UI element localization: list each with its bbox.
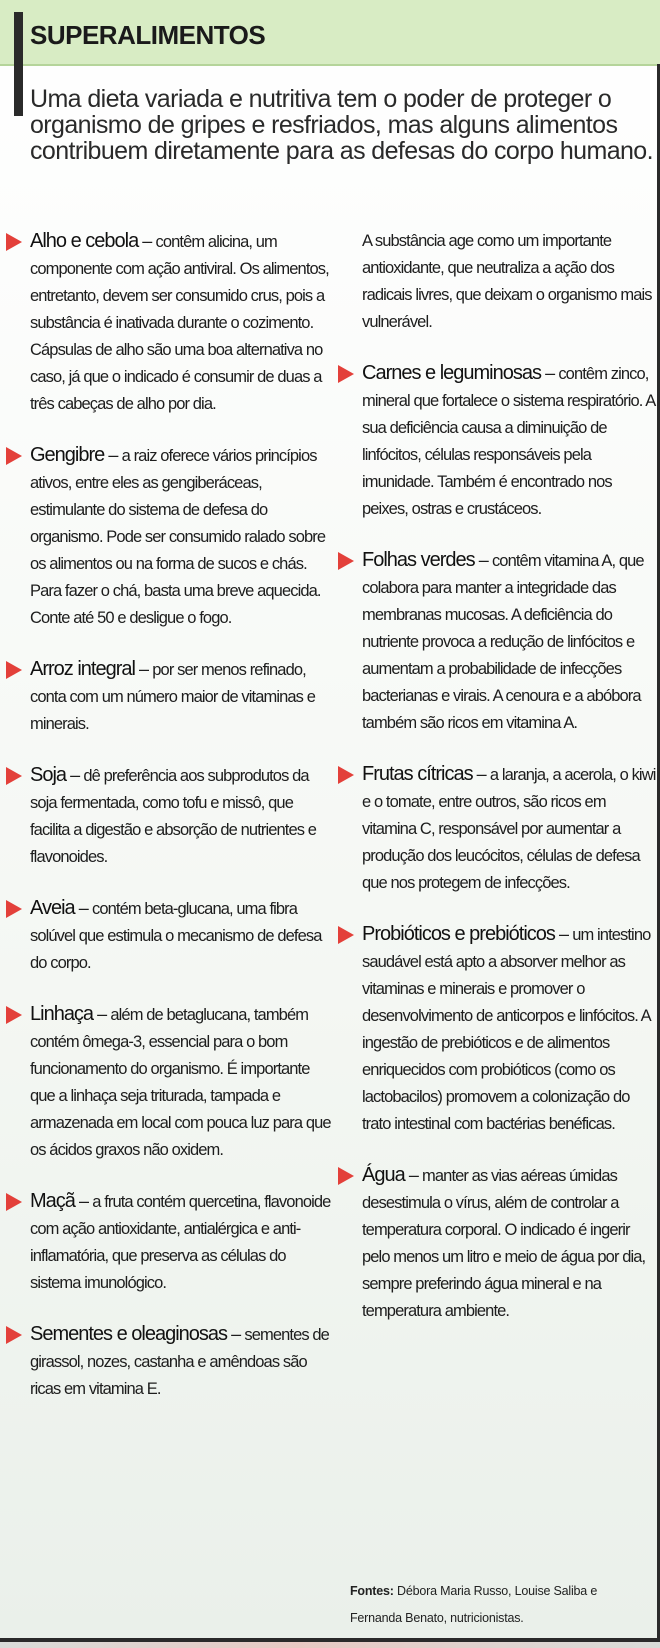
item-name: Gengibre bbox=[30, 444, 105, 466]
triangle-bullet-icon bbox=[6, 1326, 22, 1344]
triangle-bullet-icon bbox=[6, 900, 22, 918]
sources-note bbox=[350, 1578, 650, 1632]
item-text: manter as vias aéreas úmidas desestimula o vírus, além de controlar a temperatura corporal. O indicado é ingerir pelo menos um litro e meio de água por dia, sempre preferindo água mineral e na temperatura ambiente. bbox=[362, 1167, 646, 1320]
intro-paragraph: Uma dieta variada e nutritiva tem o poder de proteger o organismo de gripes e resfriados, mas alguns alimentos contribuem diretamente para as defesas do corpo humano. bbox=[30, 85, 653, 165]
list-item: Água – manter as vias aéreas úmidas desestimula o vírus, além de controlar a temperatura corporal. O indicado é ingerir pelo menos um litro e meio de água por dia, sempre preferindo água mineral e na temperatura ambiente. bbox=[338, 1162, 660, 1325]
left-column bbox=[6, 228, 336, 1427]
triangle-bullet-icon bbox=[6, 1193, 22, 1211]
item-text: um intestino saudável está apto a absorver melhor as vitaminas e minerais e promover o desenvolvimento de anticorpos e linfócitos. A ingestão de prebióticos e de alimentos enriquecidos com probióticos (como os lactobacilos) promovem a colonização do trato intestinal com bactérias benéficas. bbox=[362, 926, 651, 1133]
triangle-bullet-icon bbox=[338, 552, 354, 570]
item-name: Arroz integral bbox=[30, 658, 135, 680]
list-item: Sementes e oleaginosas – sementes de girassol, nozes, castanha e amêndoas são ricas em vitamina E. bbox=[6, 1321, 336, 1403]
triangle-bullet-icon bbox=[6, 661, 22, 679]
item-text: contêm alicina, um componente com ação antiviral. Os alimentos, entretanto, devem ser consumido crus, pois a substância é inativada durante o cozimento. Cápsulas de alho são uma boa alternativa no caso, já que o indicado é consumir de duas a três cabeças de alho por dia. bbox=[30, 233, 329, 413]
triangle-bullet-icon bbox=[6, 447, 22, 465]
header-accent-bar bbox=[14, 12, 23, 116]
sources-text: Débora Maria Russo, Louise Saliba e Fernanda Benato, nutricionistas. bbox=[350, 1584, 598, 1625]
list-item: Frutas cítricas – a laranja, a acerola, o kiwi e o tomate, entre outros, são ricos em vitamina C, responsável por aumentar a produção dos leucócitos, células de defesa que nos protegem de infecções. bbox=[338, 761, 660, 897]
item-text: dê preferência aos subprodutos da soja fermentada, como tofu e missô, que facilita a digestão e absorção de nutrientes e flavonoides. bbox=[30, 767, 317, 866]
item-name: Aveia bbox=[30, 897, 75, 919]
triangle-bullet-icon bbox=[338, 926, 354, 944]
bottom-image-strip bbox=[0, 1642, 660, 1648]
list-item: Linhaça – além de betaglucana, também contém ômega-3, essencial para o bom funcionamento do organismo. É importante que a linhaça seja triturada, tampada e armazenada em local com pouca luz para que os ácidos graxos não oxidem. bbox=[6, 1001, 336, 1164]
item-name: Carnes e leguminosas bbox=[362, 362, 541, 384]
page-title: SUPERALIMENTOS bbox=[30, 20, 266, 50]
item-text: contêm zinco, mineral que fortalece o sistema respiratório. A sua deficiência causa a diminuição de linfócitos, células responsáveis pela imunidade. Também é encontrado nos peixes, ostras e crustáceos. bbox=[362, 365, 655, 518]
item-name: Folhas verdes bbox=[362, 549, 475, 571]
item-name: Linhaça bbox=[30, 1003, 94, 1025]
item-name: Probióticos e prebióticos bbox=[362, 923, 555, 945]
list-item: Alho e cebola – contêm alicina, um componente com ação antiviral. Os alimentos, entretanto, devem ser consumido crus, pois a substância é inativada durante o cozimento. Cápsulas de alho são uma boa alternativa no caso, já que o indicado é consumir de duas a três cabeças de alho por dia. bbox=[6, 228, 336, 418]
item-text: sementes de girassol, nozes, castanha e amêndoas são ricas em vitamina E. bbox=[30, 1326, 329, 1398]
item-text: contêm vitamina A, que colabora para manter a integridade das membranas mucosas. A deficiência do nutriente provoca a redução de linfócitos e aumentam a probabilidade de infecções bacterianas e virais. A cenoura e a abóbora também são ricos em vitamina A. bbox=[362, 552, 644, 732]
item-name: Frutas cítricas bbox=[362, 763, 473, 785]
triangle-bullet-icon bbox=[338, 1167, 354, 1185]
list-item: Probióticos e prebióticos – um intestino saudável está apto a absorver melhor as vitaminas e minerais e promover o desenvolvimento de anticorpos e linfócitos. A ingestão de prebióticos e de alimentos enriquecidos com probióticos (como os lactobacilos) promovem a colonização do trato intestinal com bactérias benéficas. bbox=[338, 921, 660, 1138]
sources-label: Fontes: bbox=[350, 1584, 394, 1598]
item-text: por ser menos refinado, conta com um número maior de vitaminas e minerais. bbox=[30, 661, 315, 733]
list-item: Gengibre – a raiz oferece vários princípios ativos, entre eles as gengiberáceas, estimulante do sistema de defesa do organismo. Pode ser consumido ralado sobre os alimentos ou na forma de sucos e chás. Para fazer o chá, basta uma breve aquecida. Conte até 50 e desligue o fogo. bbox=[6, 442, 336, 632]
item-name: Água bbox=[362, 1164, 405, 1186]
list-item: Carnes e leguminosas – contêm zinco, mineral que fortalece o sistema respiratório. A sua deficiência causa a diminuição de linfócitos, células responsáveis pela imunidade. Também é encontrado nos peixes, ostras e crustáceos. bbox=[338, 360, 660, 523]
item-text: a raiz oferece vários princípios ativos, entre eles as gengiberáceas, estimulante do sistema de defesa do organismo. Pode ser consumido ralado sobre os alimentos ou na forma de sucos e chás. Para fazer o chá, basta uma breve aquecida. Conte até 50 e desligue o fogo. bbox=[30, 447, 326, 627]
triangle-bullet-icon bbox=[6, 233, 22, 251]
item-text: além de betaglucana, também contém ômega-3, essencial para o bom funcionamento do organismo. É importante que a linhaça seja triturada, tampada e armazenada em local com pouca luz para que os ácidos graxos não oxidem. bbox=[30, 1006, 331, 1159]
item-name: Sementes e oleaginosas bbox=[30, 1323, 228, 1345]
list-item: Soja – dê preferência aos subprodutos da soja fermentada, como tofu e missô, que facilita a digestão e absorção de nutrientes e flavonoides. bbox=[6, 762, 336, 871]
right-column bbox=[338, 228, 660, 1349]
list-item: Aveia – contém beta-glucana, uma fibra solúvel que estimula o mecanismo de defesa do corpo. bbox=[6, 895, 336, 977]
item-name: Maçã bbox=[30, 1190, 75, 1212]
list-item: Arroz integral – por ser menos refinado, conta com um número maior de vitaminas e minerais. bbox=[6, 656, 336, 738]
item-text: a fruta contém quercetina, flavonoide com ação antioxidante, antialérgica e anti-inflamatória, que preserva as células do sistema imunológico. bbox=[30, 1193, 331, 1292]
triangle-bullet-icon bbox=[6, 767, 22, 785]
item-text: contém beta-glucana, uma fibra solúvel que estimula o mecanismo de defesa do corpo. bbox=[30, 900, 322, 972]
list-item: Folhas verdes – contêm vitamina A, que colabora para manter a integridade das membranas mucosas. A deficiência do nutriente provoca a redução de linfócitos e aumentam a probabilidade de infecções bacterianas e virais. A cenoura e a abóbora também são ricos em vitamina A. bbox=[338, 547, 660, 737]
triangle-bullet-icon bbox=[338, 766, 354, 784]
triangle-bullet-icon bbox=[6, 1006, 22, 1024]
continuation-paragraph bbox=[338, 228, 660, 336]
item-text: A substância age como um importante antioxidante, que neutraliza a ação dos radicais livres, que deixam o organismo mais vulnerável. bbox=[362, 232, 652, 331]
item-text: a laranja, a acerola, o kiwi e o tomate, entre outros, são ricos em vitamina C, responsável por aumentar a produção dos leucócitos, células de defesa que nos protegem de infecções. bbox=[362, 766, 656, 892]
triangle-bullet-icon bbox=[338, 365, 354, 383]
item-name: Alho e cebola bbox=[30, 230, 139, 252]
item-name: Soja bbox=[30, 764, 67, 786]
list-item: Maçã – a fruta contém quercetina, flavonoide com ação antioxidante, antialérgica e anti-inflamatória, que preserva as células do sistema imunológico. bbox=[6, 1188, 336, 1297]
